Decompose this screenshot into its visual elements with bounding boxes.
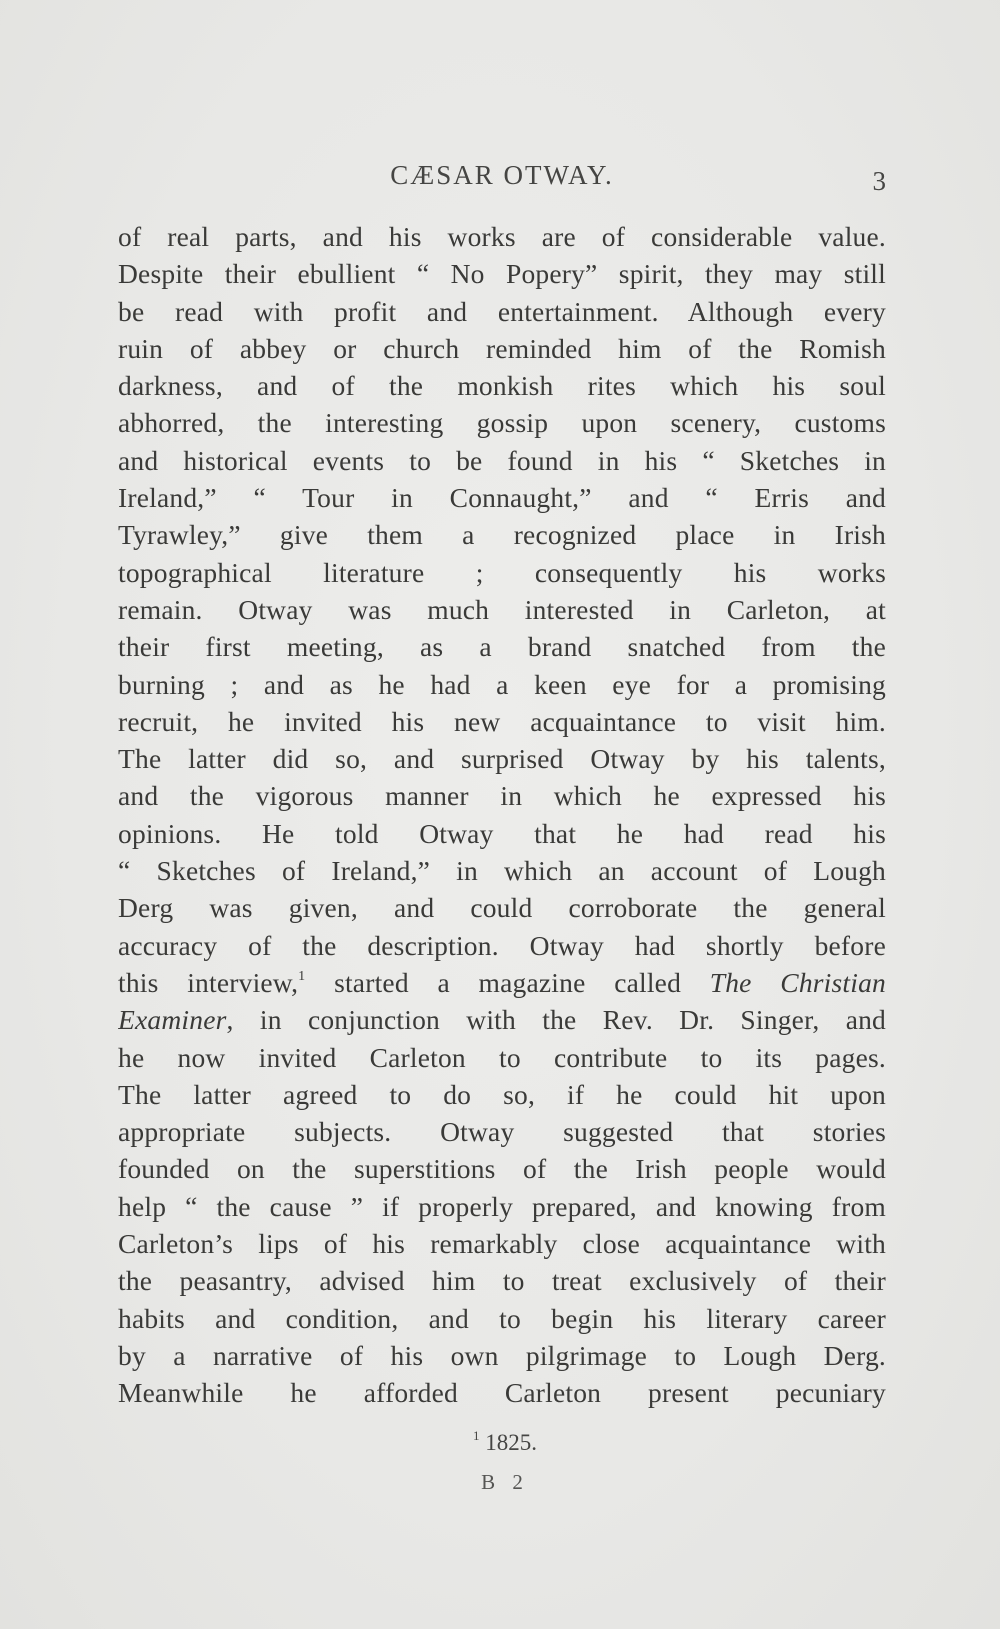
text-line: Meanwhile he afforded Carleton present pecuniary — [118, 1377, 886, 1409]
text-segment: this interview, — [118, 966, 299, 998]
body-text — [118, 218, 886, 1412]
text-line: by a narrative of his own pilgrimage to Lough Derg. — [118, 1339, 886, 1371]
magazine-title-italic: The Christian — [709, 966, 886, 998]
text-line: the peasantry, advised him to treat exclusively of their — [118, 1265, 886, 1297]
text-line: opinions. He told Otway that he had read his — [118, 817, 886, 849]
text-line: Tyrawley,” give them a recognized place in Irish — [118, 519, 886, 551]
text-line: help “ the cause ” if properly prepared, and knowing from — [118, 1190, 886, 1222]
text-line: appropriate subjects. Otway suggested that stories — [118, 1116, 886, 1148]
text-segment: started a magazine called — [305, 966, 710, 998]
text-line: Despite their ebullient “ No Popery” spirit, they may still — [118, 258, 886, 290]
printer-signature-mark: B 2 — [481, 1470, 529, 1494]
footnote-text: 1825. — [479, 1430, 537, 1455]
text-line: founded on the superstitions of the Irish people would — [118, 1153, 886, 1185]
text-line: recruit, he invited his new acquaintance to visit him. — [118, 705, 886, 737]
text-line-with-footnote — [118, 964, 886, 1001]
footnote — [0, 1430, 1000, 1456]
page-number: 3 — [872, 166, 886, 196]
text-line: and historical events to be found in his “ Sketches in — [118, 444, 886, 476]
text-line: The latter did so, and surprised Otway by his talents, — [118, 743, 886, 775]
running-head — [118, 160, 886, 200]
text-line: abhorred, the interesting gossip upon scenery, customs — [118, 407, 886, 439]
text-line: topographical literature ; consequently his works — [118, 556, 886, 588]
page-header-title: CÆSAR OTWAY. — [390, 160, 614, 190]
magazine-title-italic: Examiner — [118, 1004, 227, 1036]
text-line: Ireland,” “ Tour in Connaught,” and “ Erris and — [118, 482, 886, 514]
text-line: darkness, and of the monkish rites which his soul — [118, 370, 886, 402]
text-line: Derg was given, and could corroborate the general — [118, 892, 886, 924]
text-segment: , in conjunction with the Rev. Dr. Singer, and — [226, 1004, 886, 1036]
text-line: remain. Otway was much interested in Carleton, at — [118, 593, 886, 625]
text-line: and the vigorous manner in which he expressed his — [118, 780, 886, 812]
text-line: Carleton’s lips of his remarkably close acquaintance with — [118, 1228, 886, 1260]
text-line: The latter agreed to do so, if he could hit upon — [118, 1078, 886, 1110]
footnote-reference: 1 — [298, 968, 306, 984]
text-line: be read with profit and entertainment. Although every — [118, 295, 886, 327]
text-line: accuracy of the description. Otway had shortly before — [118, 929, 886, 961]
text-line: ruin of abbey or church reminded him of the Romish — [118, 332, 886, 364]
text-line: of real parts, and his works are of considerable value. — [118, 221, 886, 252]
text-line: he now invited Carleton to contribute to its pages. — [118, 1041, 886, 1073]
footnote-mark: 1 — [473, 1428, 480, 1443]
text-line: burning ; and as he had a keen eye for a promising — [118, 668, 886, 700]
text-line — [118, 1001, 886, 1038]
text-line: “ Sketches of Ireland,” in which an account of Lough — [118, 855, 886, 887]
text-line: their first meeting, as a brand snatched from the — [118, 631, 886, 663]
text-line: habits and condition, and to begin his literary career — [118, 1302, 886, 1334]
